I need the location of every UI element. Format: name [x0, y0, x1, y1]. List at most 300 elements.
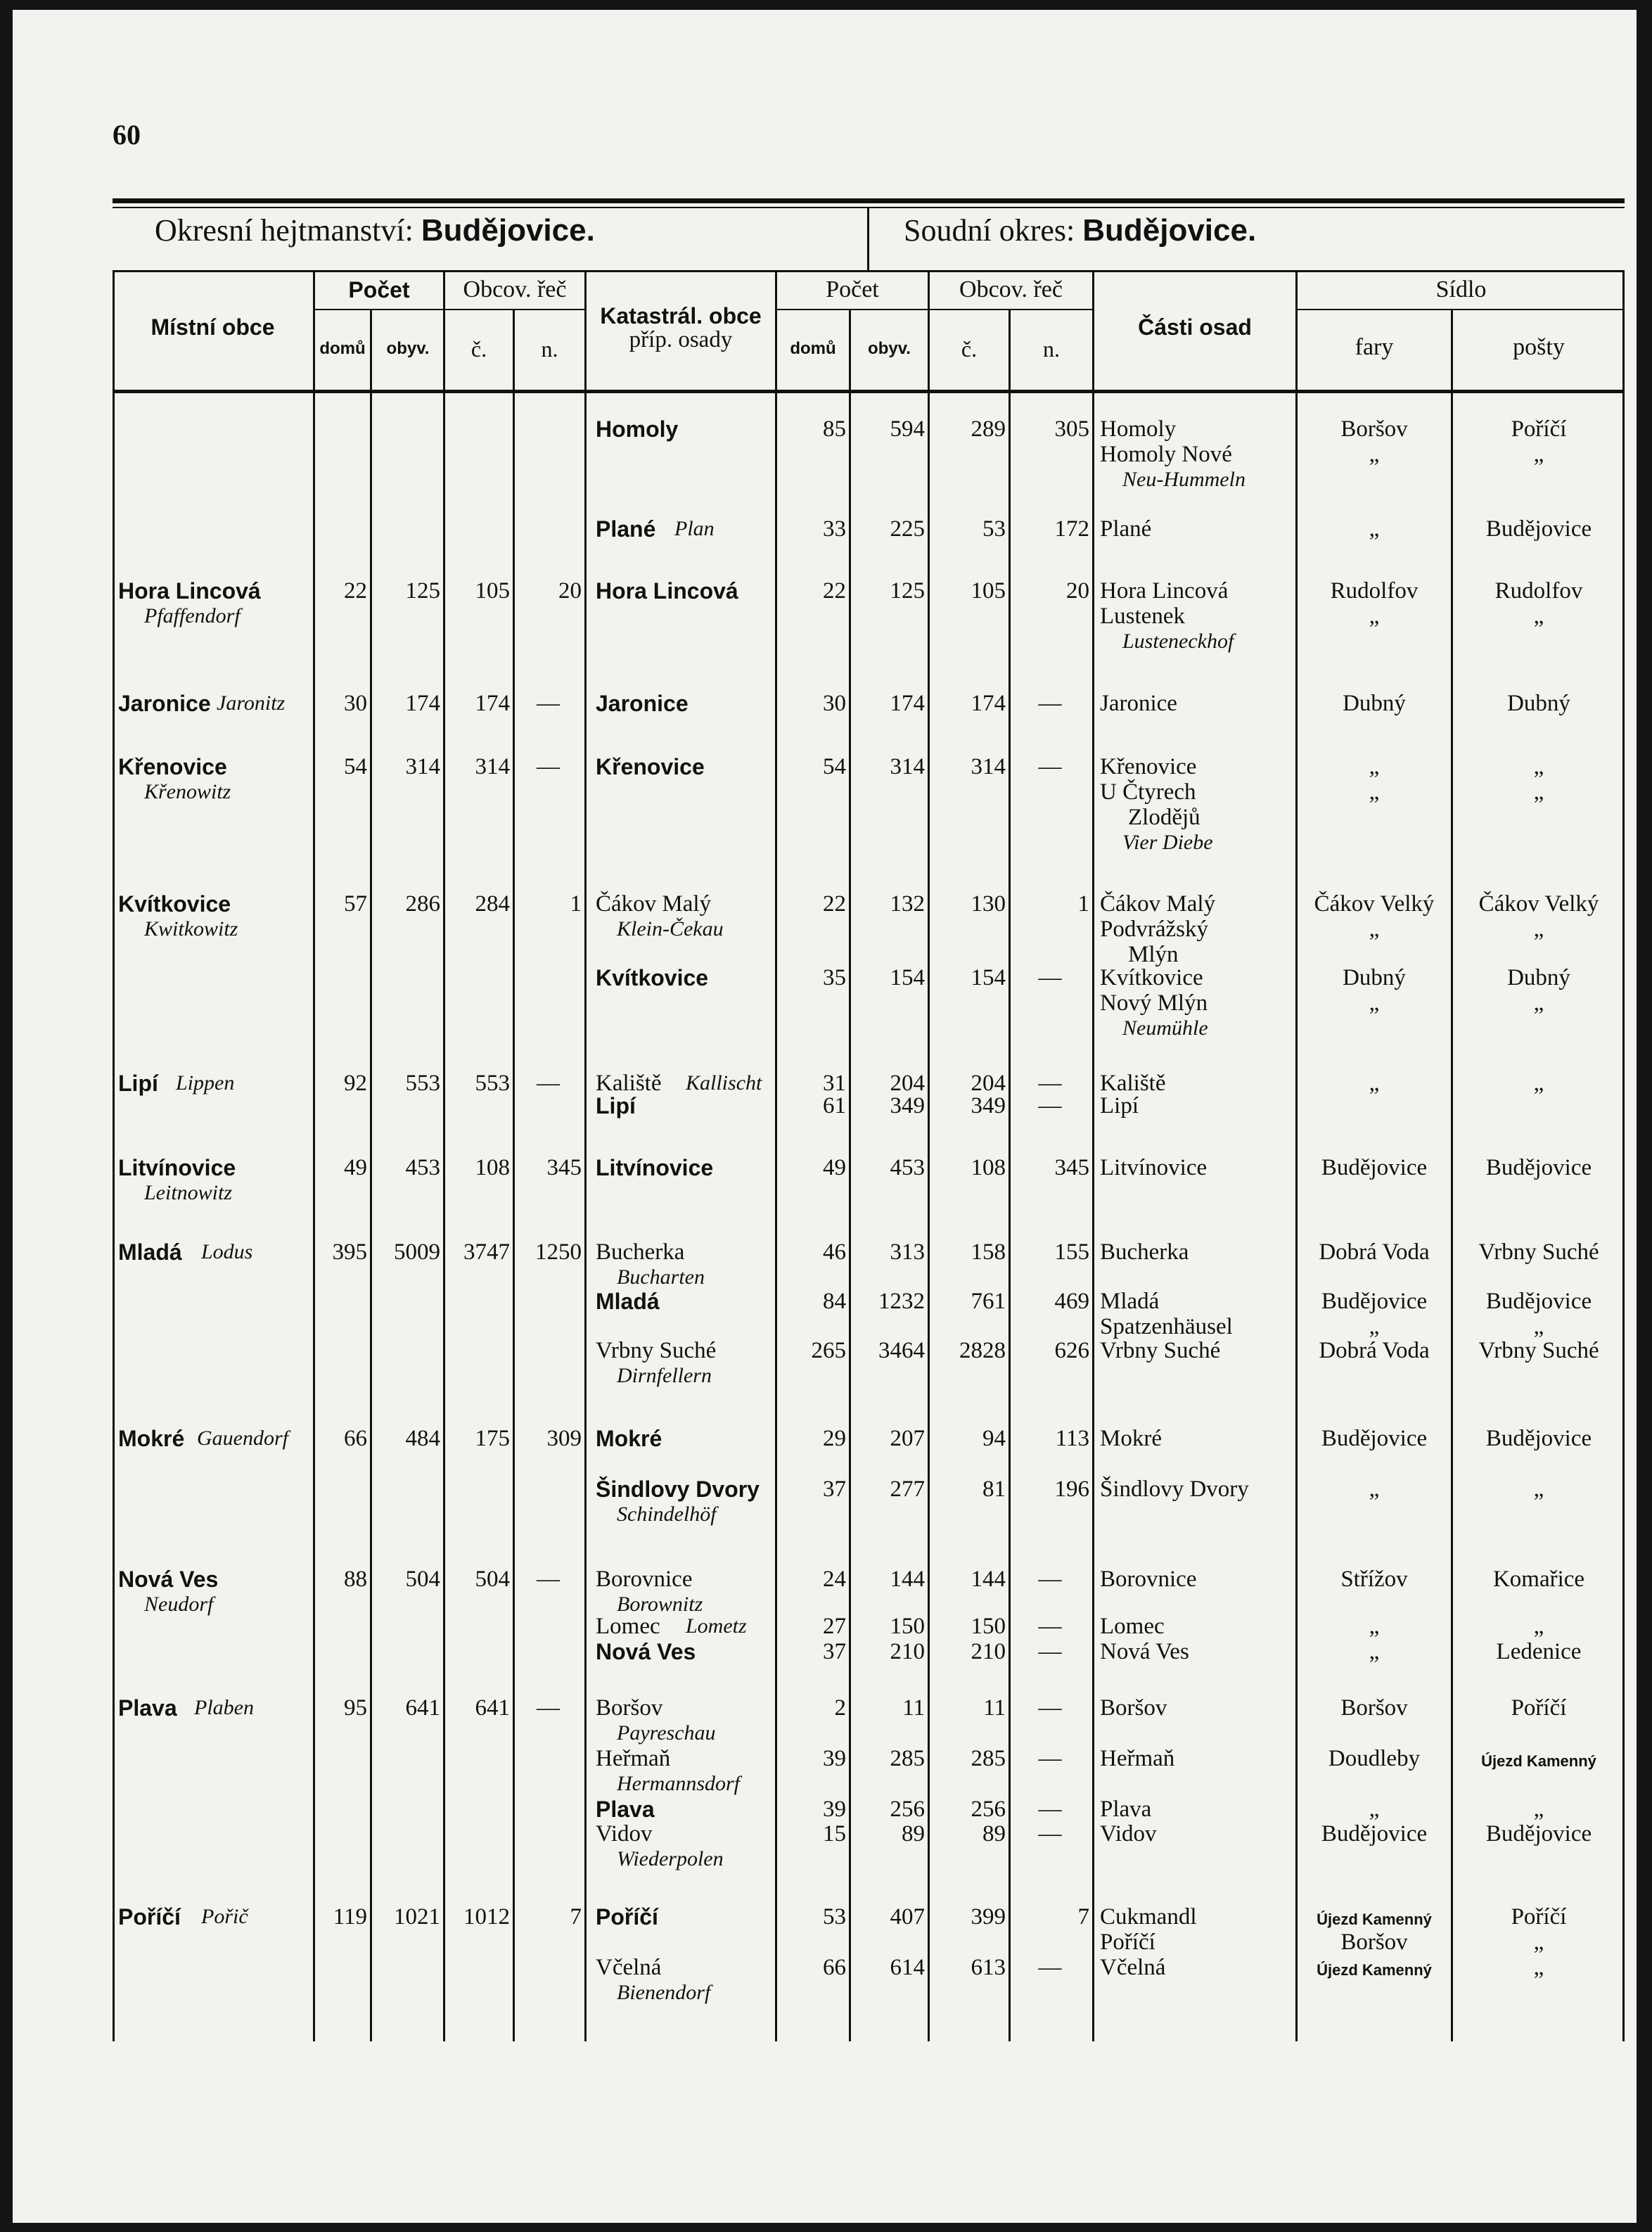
sidlo-posty: „ [1533, 1071, 1544, 1096]
sidlo-posty: „ [1533, 604, 1544, 629]
cast-osady: Mlýn [1128, 942, 1179, 967]
sidlo-posty: Vrbny Suché [1478, 1338, 1599, 1363]
katastral-ko: 150 [890, 1614, 925, 1639]
sidlo-posty: Komařice [1492, 1567, 1585, 1592]
katastral-kd: 265 [811, 1338, 846, 1363]
sidlo-posty: „ [1533, 1614, 1544, 1639]
court-header [904, 212, 1256, 248]
katastral-name-german: Bienendorf [617, 1981, 711, 2004]
katastral-ko: 210 [890, 1639, 925, 1664]
sidlo-fary: „ [1369, 1797, 1380, 1822]
obec-obyv: 504 [405, 1567, 440, 1592]
sidlo-fary: Boršov [1340, 416, 1408, 442]
katastral-ko: 89 [902, 1821, 925, 1847]
obec-n: — [537, 754, 560, 779]
obec-obyv: 453 [405, 1155, 440, 1180]
cast-osady: Podvrážský [1100, 917, 1208, 942]
sidlo-fary: „ [1369, 1071, 1380, 1096]
katastral-ko: 453 [890, 1155, 925, 1180]
katastral-kd: 22 [823, 891, 846, 917]
sidlo-fary: Dobrá Voda [1319, 1239, 1430, 1265]
column-header-bottom-rule [113, 390, 1625, 393]
court-value: Budějovice. [1082, 213, 1257, 248]
col-sidlo: Sídlo [1435, 276, 1487, 302]
katastral-kc: 108 [971, 1155, 1006, 1180]
katastral-kc: 399 [971, 1904, 1006, 1930]
katastral-name: Bucherka [596, 1239, 685, 1265]
sidlo-posty: Budějovice [1485, 1426, 1592, 1451]
katastral-ko: 314 [890, 754, 925, 779]
district-value: Budějovice. [421, 213, 595, 248]
cast-osady: Nová Ves [1100, 1639, 1189, 1664]
katastral-kn: 1 [1077, 891, 1089, 917]
katastral-name-german: Dirnfellern [617, 1364, 712, 1387]
katastral-kc: 285 [971, 1746, 1006, 1771]
sidlo-posty: Poříčí [1511, 1695, 1567, 1721]
katastral-ko: 144 [890, 1567, 925, 1592]
katastral-kc: 81 [982, 1477, 1006, 1502]
col-obcov-1: Obcov. řeč [463, 276, 567, 302]
katastral-kd: 53 [823, 1904, 846, 1930]
katastral-name: Čákov Malý [596, 891, 712, 917]
district-label: Okresní hejtmanství: [155, 213, 414, 248]
sidlo-posty: Dubný [1507, 965, 1570, 990]
obec-name-german: Křenowitz [144, 780, 231, 803]
obec-c: 105 [475, 578, 510, 604]
sidlo-fary: Budějovice [1321, 1289, 1428, 1314]
katastral-kc: 204 [971, 1071, 1006, 1096]
obec-n: 309 [546, 1426, 582, 1451]
sidlo-posty: „ [1533, 917, 1544, 942]
katastral-name: Plava [596, 1797, 655, 1822]
obec-name-german: Neudorf [144, 1593, 214, 1616]
katastral-name: Jaronice [596, 691, 689, 716]
obec-obyv: 1021 [394, 1904, 440, 1930]
katastral-kd: 35 [823, 965, 846, 990]
katastral-kc: 289 [971, 416, 1006, 442]
col-domu-2: domů [790, 339, 836, 358]
katastral-ko: 1232 [878, 1289, 925, 1314]
sidlo-posty: „ [1533, 990, 1544, 1016]
katastral-kd: 66 [823, 1955, 846, 1980]
katastral-name: Litvínovice [596, 1155, 714, 1180]
katastral-name: Lomec [596, 1614, 660, 1639]
obec-name-german: Leitnowitz [144, 1181, 233, 1204]
column-rule [584, 270, 587, 2041]
obec-name: Nová Ves [118, 1567, 219, 1592]
obec-domu: 66 [344, 1426, 367, 1451]
obec-obyv: 5009 [394, 1239, 440, 1265]
katastral-name: Kvítkovice [596, 965, 709, 990]
sidlo-fary: Střížov [1340, 1567, 1408, 1592]
cast-osady: Jaronice [1100, 691, 1177, 716]
obec-c: 3747 [463, 1239, 510, 1265]
obec-name-german: Gauendorf [197, 1427, 288, 1450]
obec-domu: 57 [344, 891, 367, 917]
katastral-ko: 614 [890, 1955, 925, 1980]
katastral-kn: — [1038, 1695, 1062, 1721]
katastral-kd: 84 [823, 1289, 846, 1314]
katastral-name: Hora Lincová [596, 578, 738, 604]
obec-obyv: 174 [405, 691, 440, 716]
katastral-kn: — [1038, 1614, 1062, 1639]
obec-name-german: Jaronitz [217, 691, 286, 715]
sidlo-fary: „ [1369, 442, 1380, 467]
katastral-kd: 49 [823, 1155, 846, 1180]
cast-osady: U Čtyrech [1100, 779, 1196, 805]
obec-name: Mladá [118, 1239, 182, 1265]
cast-osady: Homoly [1100, 416, 1177, 442]
katastral-kd: 39 [823, 1797, 846, 1822]
katastral-kn: — [1038, 1821, 1062, 1847]
cast-osady: Kvítkovice [1100, 965, 1203, 990]
obec-c: 108 [475, 1155, 510, 1180]
cast-osady: Lomec [1100, 1614, 1165, 1639]
obec-n: — [537, 1567, 560, 1592]
katastral-kd: 37 [823, 1639, 846, 1664]
col-domu-1: domů [319, 339, 366, 358]
katastral-name-german: Bucharten [617, 1265, 705, 1289]
cast-osady: Heřmaň [1100, 1746, 1175, 1771]
katastral-name: Homoly [596, 416, 679, 442]
column-rule [370, 309, 372, 2041]
obec-name-german: Kwitkowitz [144, 917, 238, 940]
col-katastral-line2: příp. osady [629, 327, 733, 352]
katastral-kc: 2828 [959, 1338, 1006, 1363]
sidlo-fary: „ [1369, 1314, 1380, 1339]
column-rule [1092, 270, 1094, 2041]
katastral-kc: 210 [971, 1639, 1006, 1664]
cast-osady-german: Lusteneckhof [1122, 630, 1234, 653]
katastral-kc: 94 [982, 1426, 1006, 1451]
katastral-ko: 313 [890, 1239, 925, 1265]
sidlo-fary: Budějovice [1321, 1821, 1428, 1847]
katastral-kd: 39 [823, 1746, 846, 1771]
column-rule [1622, 270, 1625, 2041]
katastral-name: Poříčí [596, 1904, 658, 1930]
column-rule [849, 309, 851, 2041]
katastral-name: Včelná [596, 1955, 662, 1980]
katastral-kn: — [1038, 754, 1062, 779]
obec-name: Mokré [118, 1426, 185, 1451]
katastral-kc: 349 [971, 1093, 1006, 1118]
obec-n: — [537, 1695, 560, 1721]
katastral-kd: 15 [823, 1821, 846, 1847]
header-rule [113, 270, 1625, 272]
obec-domu: 88 [344, 1567, 367, 1592]
obec-n: 1250 [535, 1239, 582, 1265]
katastral-name: Vidov [596, 1821, 653, 1847]
sidlo-posty: Rudolfov [1494, 578, 1583, 604]
page-number: 60 [113, 119, 141, 151]
cast-osady: Včelná [1100, 1955, 1166, 1980]
katastral-name: Šindlovy Dvory [596, 1477, 760, 1502]
obec-domu: 95 [344, 1695, 367, 1721]
col-n-2: n. [1043, 336, 1060, 362]
cast-osady: Cukmandl [1100, 1904, 1197, 1930]
sidlo-fary: Boršov [1340, 1930, 1408, 1955]
column-rule [1295, 270, 1298, 2041]
katastral-kn: 345 [1054, 1155, 1089, 1180]
katastral-name-german: Wiederpolen [617, 1847, 724, 1870]
cast-osady: Mladá [1100, 1289, 1160, 1314]
katastral-kd: 30 [823, 691, 846, 716]
col-pocet-2: Počet [826, 276, 879, 302]
obec-name-german: Pfaffendorf [144, 604, 241, 627]
header-divider [867, 208, 869, 270]
obec-name-german: Lippen [176, 1071, 235, 1095]
katastral-ko: 11 [902, 1695, 925, 1721]
sidlo-fary: „ [1369, 1639, 1380, 1664]
katastral-kn: — [1038, 965, 1062, 990]
cast-osady: Boršov [1100, 1695, 1167, 1721]
katastral-kd: 31 [823, 1071, 846, 1096]
katastral-name: Mokré [596, 1426, 662, 1451]
sidlo-posty: Budějovice [1485, 1155, 1592, 1180]
katastral-kn: 20 [1066, 578, 1089, 604]
obec-n: — [537, 1071, 560, 1096]
katastral-name: Mladá [596, 1289, 660, 1314]
obec-n: 20 [558, 578, 582, 604]
katastral-kc: 105 [971, 578, 1006, 604]
sidlo-posty: Budějovice [1485, 1289, 1592, 1314]
sidlo-posty: „ [1533, 779, 1544, 805]
katastral-name-german: Klein-Čekau [617, 917, 724, 940]
sidlo-fary: „ [1369, 1477, 1380, 1502]
cast-osady: Šindlovy Dvory [1100, 1477, 1249, 1502]
katastral-kc: 11 [983, 1695, 1006, 1721]
katastral-kd: 24 [823, 1567, 846, 1592]
katastral-name-german: Payreschau [617, 1721, 716, 1745]
obec-n: 1 [570, 891, 582, 917]
sidlo-posty: Budějovice [1485, 1821, 1592, 1847]
katastral-ko: 225 [890, 516, 925, 542]
obec-n: — [537, 691, 560, 716]
obec-name: Jaronice [118, 691, 211, 716]
katastral-kn: 626 [1054, 1338, 1089, 1363]
sidlo-posty: Poříčí [1511, 416, 1567, 442]
obec-domu: 49 [344, 1155, 367, 1180]
obec-domu: 30 [344, 691, 367, 716]
court-label: Soudní okres: [904, 213, 1075, 248]
katastral-kc: 256 [971, 1797, 1006, 1822]
katastral-kc: 89 [982, 1821, 1006, 1847]
katastral-kn: 196 [1054, 1477, 1089, 1502]
cast-osady: Borovnice [1100, 1567, 1197, 1592]
obec-name: Kvítkovice [118, 891, 231, 917]
statistics-table [113, 198, 1625, 2041]
sidlo-fary: Újezd Kamenný [1317, 1911, 1432, 1928]
katastral-kn: 7 [1077, 1904, 1089, 1930]
obec-obyv: 553 [405, 1071, 440, 1096]
katastral-name-german: Lometz [686, 1614, 747, 1638]
top-rule [113, 198, 1625, 203]
obec-c: 175 [475, 1426, 510, 1451]
col-c-2: č. [961, 336, 978, 362]
katastral-kc: 174 [971, 691, 1006, 716]
sidlo-fary: „ [1369, 1614, 1380, 1639]
scan-border-right [1637, 0, 1652, 2232]
cast-osady: Plané [1100, 516, 1152, 542]
sidlo-fary: Rudolfov [1330, 578, 1419, 604]
obec-c: 641 [475, 1695, 510, 1721]
sidlo-posty: „ [1533, 754, 1544, 779]
obec-c: 553 [475, 1071, 510, 1096]
katastral-name-german: Borownitz [617, 1593, 703, 1616]
sidlo-posty: Budějovice [1485, 516, 1592, 542]
katastral-kc: 144 [971, 1567, 1006, 1592]
cast-osady: Poříčí [1100, 1930, 1155, 1955]
scan-border-top [0, 0, 1652, 10]
obec-name: Plava [118, 1695, 177, 1721]
obec-obyv: 484 [405, 1426, 440, 1451]
katastral-kn: 305 [1054, 416, 1089, 442]
obec-name-german: Pořič [201, 1905, 248, 1928]
katastral-kn: — [1038, 1071, 1062, 1096]
cast-osady: Vrbny Suché [1100, 1338, 1221, 1363]
obec-obyv: 641 [405, 1695, 440, 1721]
col-obyv-1: obyv. [386, 339, 430, 358]
sidlo-fary: Budějovice [1321, 1426, 1428, 1451]
cast-osady: Nový Mlýn [1100, 990, 1208, 1016]
obec-name-german: Lodus [201, 1240, 253, 1263]
col-casti-osad: Části osad [1138, 314, 1252, 340]
cast-osady: Litvínovice [1100, 1155, 1208, 1180]
katastral-name: Křenovice [596, 754, 705, 779]
subhead-rule-2 [777, 309, 1092, 310]
katastral-kn: — [1038, 1955, 1062, 1980]
katastral-kn: 469 [1054, 1289, 1089, 1314]
sidlo-posty: „ [1533, 1797, 1544, 1822]
katastral-kn: — [1038, 1567, 1062, 1592]
col-n-1: n. [541, 336, 558, 362]
katastral-ko: 285 [890, 1746, 925, 1771]
district-header [155, 212, 595, 248]
katastral-name-german: Plan [674, 517, 715, 540]
column-rule [113, 270, 115, 2041]
obec-domu: 395 [332, 1239, 367, 1265]
sidlo-posty: Ledenice [1496, 1639, 1582, 1664]
katastral-ko: 174 [890, 691, 925, 716]
katastral-kd: 29 [823, 1426, 846, 1451]
obec-n: 7 [570, 1904, 582, 1930]
scan-border-left [0, 0, 13, 2232]
sidlo-fary: „ [1369, 604, 1380, 629]
sidlo-fary: „ [1369, 990, 1380, 1016]
sidlo-posty: Újezd Kamenný [1481, 1752, 1596, 1770]
katastral-ko: 594 [890, 416, 925, 442]
obec-obyv: 286 [405, 891, 440, 917]
column-rule [313, 270, 315, 2041]
obec-name-german: Plaben [194, 1696, 254, 1719]
katastral-kc: 150 [971, 1614, 1006, 1639]
sidlo-posty: Vrbny Suché [1478, 1239, 1599, 1265]
katastral-kc: 314 [971, 754, 1006, 779]
obec-obyv: 125 [405, 578, 440, 604]
katastral-kn: — [1038, 1797, 1062, 1822]
cast-osady: Mokré [1100, 1426, 1162, 1451]
sidlo-posty: Dubný [1507, 691, 1570, 716]
sidlo-fary: Dobrá Voda [1319, 1338, 1430, 1363]
katastral-kc: 53 [982, 516, 1006, 542]
cast-osady: Čákov Malý [1100, 891, 1216, 917]
cast-osady: Spatzenhäusel [1100, 1314, 1233, 1339]
katastral-name: Nová Ves [596, 1639, 696, 1664]
cast-osady: Bucherka [1100, 1239, 1189, 1265]
cast-osady-german: Neu-Hummeln [1122, 468, 1246, 491]
katastral-ko: 3464 [878, 1338, 925, 1363]
katastral-ko: 154 [890, 965, 925, 990]
sidlo-fary: Dubný [1343, 691, 1406, 716]
cast-osady-german: Neumühle [1122, 1016, 1208, 1040]
sidlo-fary: „ [1369, 917, 1380, 942]
cast-osady: Homoly Nové [1100, 442, 1232, 467]
cast-osady: Křenovice [1100, 754, 1197, 779]
obec-c: 174 [475, 691, 510, 716]
katastral-kd: 85 [823, 416, 846, 442]
cast-osady: Plava [1100, 1797, 1152, 1822]
obec-domu: 22 [344, 578, 367, 604]
katastral-kd: 54 [823, 754, 846, 779]
katastral-ko: 256 [890, 1797, 925, 1822]
sidlo-fary: „ [1369, 779, 1380, 805]
obec-name: Hora Lincová [118, 578, 261, 604]
katastral-kd: 2 [834, 1695, 846, 1721]
katastral-kd: 46 [823, 1239, 846, 1265]
col-mistni-obce: Místní obce [151, 314, 275, 340]
cast-osady: Vidov [1100, 1821, 1157, 1847]
katastral-name: Vrbny Suché [596, 1338, 717, 1363]
katastral-kn: — [1038, 1746, 1062, 1771]
column-rule [775, 270, 777, 2041]
katastral-kd: 33 [823, 516, 846, 542]
obec-c: 314 [475, 754, 510, 779]
katastral-name: Borovnice [596, 1567, 693, 1592]
obec-name: Litvínovice [118, 1155, 236, 1180]
obec-c: 1012 [463, 1904, 510, 1930]
katastral-ko: 204 [890, 1071, 925, 1096]
sidlo-posty: Poříčí [1511, 1904, 1567, 1930]
subhead-rule-3 [1298, 309, 1625, 310]
katastral-kc: 158 [971, 1239, 1006, 1265]
katastral-kn: 172 [1054, 516, 1089, 542]
column-rule [1009, 309, 1011, 2041]
katastral-ko: 132 [890, 891, 925, 917]
sidlo-posty: „ [1533, 1930, 1544, 1955]
sidlo-posty: „ [1533, 1955, 1544, 1980]
katastral-kd: 27 [823, 1614, 846, 1639]
sidlo-fary: Čákov Velký [1314, 891, 1435, 917]
column-rule [1451, 309, 1453, 2041]
obec-domu: 54 [344, 754, 367, 779]
cast-osady: Lustenek [1100, 604, 1185, 629]
col-posty: pošty [1513, 334, 1565, 360]
sidlo-posty: „ [1533, 1477, 1544, 1502]
sidlo-fary: Dubný [1343, 965, 1406, 990]
obec-n: 345 [546, 1155, 582, 1180]
katastral-ko: 349 [890, 1093, 925, 1118]
obec-domu: 119 [333, 1904, 367, 1930]
katastral-name: Boršov [596, 1695, 663, 1721]
sidlo-fary: „ [1369, 754, 1380, 779]
col-obyv-2: obyv. [868, 339, 911, 358]
katastral-ko: 207 [890, 1426, 925, 1451]
cast-osady: Zlodějů [1128, 805, 1200, 830]
obec-name: Poříčí [118, 1904, 181, 1930]
katastral-kc: 130 [971, 891, 1006, 917]
sidlo-posty: Čákov Velký [1478, 891, 1599, 917]
katastral-ko: 125 [890, 578, 925, 604]
